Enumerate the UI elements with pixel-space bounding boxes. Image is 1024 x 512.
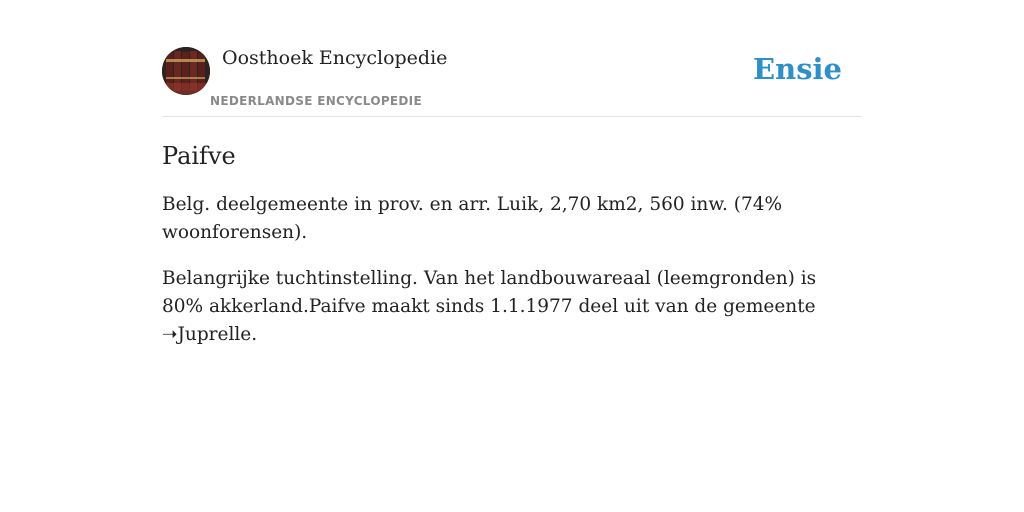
encyclopedia-books-icon (162, 47, 210, 95)
article-paragraph: Belg. deelgemeente in prov. en arr. Luik, 2,70 km2, 560 inw. (74% woonforensen). (162, 194, 783, 243)
paragraph-text: Belangrijke tuchtinstelling. Van het landbouwareaal (leemgronden) is 80% akkerland.Paifve maakt sinds 1.1.1977 deel uit van de gemeente (162, 268, 817, 317)
article-paragraph (162, 265, 862, 349)
page-title: Paifve (162, 142, 236, 170)
avatar[interactable] (162, 47, 210, 95)
site-subtitle: NEDERLANDSE ENCYCLOPEDIE (210, 94, 422, 108)
juprelle-link[interactable]: ➝Juprelle (162, 324, 252, 345)
site-header (162, 46, 862, 117)
paragraph-end: . (251, 324, 258, 345)
site-title[interactable]: Oosthoek Encyclopedie (222, 47, 448, 69)
page-container (162, 46, 862, 349)
brand-logo[interactable]: Ensie (753, 52, 842, 86)
